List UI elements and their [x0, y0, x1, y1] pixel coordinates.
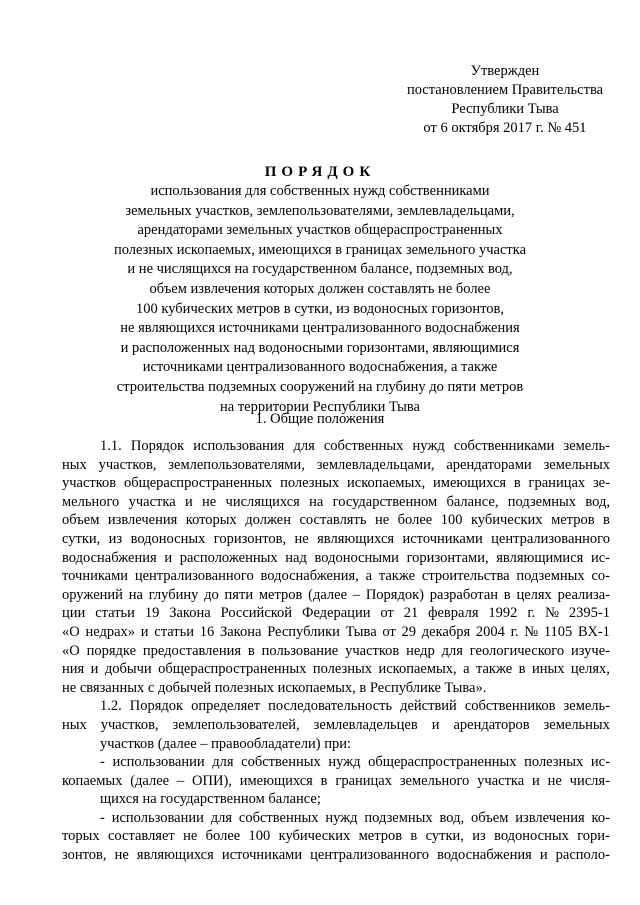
body-line: [62, 456, 610, 475]
body-word: централизованного: [310, 847, 430, 864]
body-word: сутки,: [425, 828, 464, 845]
body-line: [62, 530, 610, 549]
subtitle-line: полезных ископаемых, имеющихся в границах земельного участка: [113, 241, 527, 258]
subtitle-line: на территории Республики Тыва: [220, 398, 420, 415]
body-word: в: [410, 828, 418, 845]
body-word: нужд: [328, 754, 361, 771]
body-word: 1.1.: [100, 438, 122, 454]
body-line: [62, 790, 610, 809]
body-word: и: [539, 847, 548, 864]
body-word: –: [352, 586, 361, 603]
subtitle-line: земельных участков, землепользователями, землевладельцами,: [125, 202, 515, 219]
body-word: расположенных: [179, 549, 278, 566]
body-word: являющимися: [496, 549, 584, 566]
body-word: точниками: [62, 568, 129, 585]
body-word: ния: [62, 661, 85, 678]
body-word: 1105: [543, 623, 573, 640]
body-word: «О: [62, 623, 80, 640]
body-word: централизованного: [491, 530, 610, 547]
body-word: не: [294, 530, 309, 547]
body-word: извлечения: [515, 809, 585, 826]
body-word: использовании: [111, 809, 204, 826]
body-word: полезных: [524, 754, 584, 771]
body-word: 100: [248, 828, 271, 845]
body-word: и: [164, 549, 173, 566]
body-word: пользование: [261, 642, 339, 659]
body-word: ис-: [590, 549, 610, 566]
body-word: ных: [62, 456, 87, 473]
body-word: 2395-1: [568, 605, 610, 622]
body-word: более: [397, 512, 433, 529]
body-word: горизонтов,: [213, 530, 287, 547]
body-word: извлечения: [107, 512, 178, 529]
approval-line: Утвержден: [470, 63, 540, 79]
body-line: [62, 586, 610, 605]
body-line: [62, 642, 610, 661]
body-word: №: [545, 605, 559, 622]
subtitle-line: источниками централизованного водоснабжения, а также: [142, 359, 498, 376]
body-line: [62, 660, 610, 679]
body-word: и: [90, 661, 99, 678]
body-line: [62, 474, 610, 493]
body-word: –: [176, 772, 185, 789]
body-word: водоносных: [494, 828, 569, 845]
body-word: водоснабжения: [62, 549, 157, 566]
body-word: для: [441, 642, 463, 659]
document-subtitle: [40, 182, 600, 417]
body-word: 16: [199, 623, 215, 640]
body-word: земельных: [543, 456, 610, 473]
body-word: реализа-: [557, 586, 610, 603]
body-word: общераспространенных: [368, 754, 517, 771]
body-word: №: [524, 623, 539, 640]
body-word: нужд: [325, 809, 358, 826]
body-word: из: [108, 530, 123, 547]
subtitle-line: арендаторами земельных участков общераспространенных: [137, 222, 503, 239]
body-word: от: [380, 605, 394, 622]
body-word: общераспространенных: [123, 475, 273, 492]
body-word: собственниками: [453, 438, 555, 454]
body-word: глубину: [148, 586, 199, 603]
body-word: не: [114, 847, 129, 864]
body-word: земель-: [563, 698, 610, 715]
body-word: кубических: [278, 828, 351, 845]
body-word: водоснабжения: [437, 847, 532, 864]
body-word: полезных: [280, 475, 340, 492]
body-word: метров: [358, 828, 403, 845]
body-line: [62, 772, 610, 791]
body-word: Республики: [267, 623, 340, 640]
body-word: торых: [62, 828, 100, 845]
body-word: использовании: [112, 754, 205, 771]
body-line: [62, 623, 610, 642]
body-line: [62, 809, 610, 828]
body-word: для: [293, 438, 315, 454]
body-word: последовательность: [268, 698, 393, 715]
body-word: участков (далее – правообладатели) при:: [100, 735, 351, 752]
body-word: подземных: [507, 493, 577, 510]
body-word: «О: [62, 642, 80, 659]
body-word: для: [212, 754, 234, 771]
body-word: ко-: [591, 809, 610, 826]
body-word: числящихся: [225, 493, 300, 510]
subtitle-line: объем извлечения которых должен составлять не более: [149, 280, 491, 297]
body-word: участков,: [98, 456, 157, 473]
body-word: Федерации: [301, 605, 371, 622]
body-word: водоснабжения,: [260, 568, 359, 585]
body-word: г.: [510, 623, 519, 640]
body-word: водоносными: [314, 549, 399, 566]
body-word: разработан: [429, 586, 499, 603]
body-line: [62, 493, 610, 512]
body-word: действий: [400, 698, 457, 715]
body-word: числя-: [569, 772, 610, 789]
body-word: зе-: [592, 475, 610, 492]
body-line: [62, 753, 610, 772]
body-word: гори-: [577, 828, 610, 845]
body-word: участков,: [100, 716, 159, 733]
body-text: [62, 437, 610, 865]
body-word: землепользователей,: [172, 716, 300, 733]
body-word: участка: [477, 772, 525, 789]
body-word: и: [431, 716, 440, 733]
body-word: со-: [591, 568, 610, 585]
subtitle-line: использования для собственных нужд собственниками: [150, 183, 490, 199]
body-word: иных: [531, 661, 565, 678]
body-word: -: [100, 809, 105, 826]
body-word: имеющихся: [433, 475, 507, 492]
body-word: для: [210, 809, 233, 826]
body-word: 21: [403, 605, 419, 622]
body-word: на: [309, 493, 324, 510]
body-word: собственных: [241, 754, 321, 771]
body-word: полезных: [312, 661, 373, 678]
body-word: на: [128, 586, 143, 603]
body-word: (далее: [308, 586, 348, 603]
body-word: ископаемых,: [378, 661, 457, 678]
body-word: составляет: [107, 828, 175, 845]
body-word: также: [475, 661, 513, 678]
body-word: определяет: [191, 698, 261, 715]
body-word: располо-: [555, 847, 610, 864]
body-word: а: [365, 568, 373, 585]
body-word: Порядок): [365, 586, 424, 603]
body-word: до: [204, 586, 219, 603]
body-word: землевладельцами,: [316, 456, 435, 473]
body-word: использования: [193, 438, 285, 454]
body-word: ции: [62, 605, 86, 622]
body-word: от: [382, 623, 396, 640]
body-word: участков: [62, 475, 117, 492]
body-word: не: [547, 772, 562, 789]
body-word: централизованного: [134, 568, 254, 585]
body-word: арендаторов: [453, 716, 530, 733]
body-line: [62, 827, 610, 846]
body-word: декабря: [421, 623, 471, 640]
body-word: в: [247, 642, 255, 659]
body-word: не связанных с добычей полезных ископаемых, в Республике Тыва».: [62, 679, 487, 696]
document-title: ПОРЯДОК: [264, 164, 376, 180]
body-word: недр: [406, 642, 435, 659]
body-word: земельного: [399, 772, 470, 789]
body-word: Порядок: [129, 698, 184, 715]
body-word: вод,: [585, 493, 610, 510]
body-word: земель-: [563, 438, 610, 454]
body-word: ОПИ),: [192, 772, 232, 789]
body-word: (далее: [130, 772, 170, 789]
body-word: объем: [62, 512, 100, 529]
body-word: земельных: [543, 716, 610, 733]
body-line: [62, 511, 610, 530]
body-word: -: [100, 754, 105, 771]
body-word: подземных: [364, 809, 433, 826]
body-word: являющихся: [136, 847, 214, 864]
body-word: государственном: [332, 493, 438, 510]
body-line: [62, 716, 610, 735]
body-word: подземных: [516, 568, 585, 585]
body-word: над: [285, 549, 307, 566]
approval-stamp: [380, 62, 630, 138]
body-line: [62, 679, 610, 698]
body-word: мельного: [62, 493, 120, 510]
body-word: зонтов,: [62, 847, 107, 864]
body-word: источниками: [221, 847, 303, 864]
body-word: нужд: [412, 438, 445, 454]
body-word: оружений: [62, 586, 123, 603]
subtitle-line: не являющихся источниками централизованного водоснабжения: [120, 320, 520, 337]
body-word: строительства: [421, 568, 510, 585]
body-word: границах: [528, 475, 586, 492]
body-word: 29: [401, 623, 417, 640]
body-word: порядке: [86, 642, 137, 659]
body-word: февраля: [428, 605, 479, 622]
body-word: арендаторами: [446, 456, 532, 473]
section-heading: 1. Общие положения: [255, 411, 385, 427]
body-word: пяти: [224, 586, 254, 603]
body-word: горизонтами,: [406, 549, 489, 566]
body-word: границах: [335, 772, 392, 789]
body-word: статьи: [95, 605, 135, 622]
approval-line: от 6 октября 2017 г. № 451: [423, 120, 587, 136]
body-word: в: [320, 772, 328, 789]
subtitle-line: 100 кубических метров в сутки, из водоносных горизонтов,: [136, 300, 504, 317]
body-word: Российской: [220, 605, 293, 622]
body-word: 1992: [488, 605, 518, 622]
body-word: в: [503, 586, 511, 603]
body-word: в: [518, 661, 526, 678]
body-word: также: [378, 568, 416, 585]
approval-line: постановлением Правительства: [406, 82, 604, 98]
subtitle-line: строительства подземных сооружений на глубину до пяти метров: [116, 378, 524, 395]
body-word: и: [140, 623, 149, 640]
body-word: составлять: [299, 512, 367, 529]
body-word: являющихся: [317, 530, 395, 547]
body-word: более: [205, 828, 241, 845]
body-word: которых: [185, 512, 237, 529]
body-word: целях,: [570, 661, 610, 678]
body-word: ных: [62, 716, 87, 733]
body-word: балансе,: [446, 493, 499, 510]
body-word: г.: [527, 605, 536, 622]
body-line: [62, 604, 610, 623]
body-word: в: [513, 475, 521, 492]
body-word: общераспространенных: [158, 661, 307, 678]
body-word: 19: [144, 605, 160, 622]
body-word: добычи: [104, 661, 152, 678]
body-word: Порядок: [130, 438, 185, 454]
body-word: 2004: [475, 623, 505, 640]
approval-line: Республики Тыва: [451, 101, 559, 117]
body-word: копаемых: [62, 772, 123, 789]
body-word: источниками: [402, 530, 483, 547]
body-word: не: [202, 493, 217, 510]
body-word: водоносных: [130, 530, 206, 547]
body-line: [62, 697, 610, 716]
body-word: землевладельцев: [313, 716, 418, 733]
body-word: имеющихся: [239, 772, 313, 789]
body-word: 1.2.: [100, 698, 122, 715]
body-word: из: [472, 828, 486, 845]
body-word: метров: [258, 586, 303, 603]
body-word: участка: [128, 493, 176, 510]
body-line: [62, 437, 610, 456]
body-word: предоставления: [142, 642, 242, 659]
body-word: целях: [516, 586, 552, 603]
body-word: 100: [440, 512, 463, 529]
body-word: собственных: [323, 438, 404, 454]
body-word: землепользователями,: [168, 456, 305, 473]
body-word: объем: [471, 809, 509, 826]
body-word: не: [183, 828, 198, 845]
body-word: должен: [245, 512, 291, 529]
body-line: [62, 567, 610, 586]
body-line: [62, 549, 610, 568]
body-word: ис-: [590, 754, 610, 771]
body-word: изуче-: [571, 642, 610, 659]
body-line: [62, 846, 610, 865]
body-word: ВХ-1: [578, 623, 610, 640]
body-word: собственников: [464, 698, 556, 715]
subtitle-line: и не числящихся на государственном балансе, подземных вод,: [127, 261, 513, 278]
body-word: собственных: [238, 809, 319, 826]
body-word: участков: [345, 642, 400, 659]
body-word: а: [463, 661, 470, 678]
body-word: метров: [551, 512, 595, 529]
body-word: в: [603, 512, 610, 529]
body-word: щихся на государственном балансе;: [100, 791, 321, 808]
subtitle-line: и расположенных над водоносными горизонтами, являющимися: [120, 339, 520, 356]
body-word: Тыва: [345, 623, 377, 640]
body-word: сутки,: [62, 530, 101, 547]
body-line: [62, 735, 610, 754]
body-word: статьи: [154, 623, 195, 640]
body-word: и: [532, 772, 540, 789]
body-word: недрах»: [85, 623, 136, 640]
body-word: кубических: [470, 512, 543, 529]
body-word: геологического: [469, 642, 565, 659]
body-word: и: [184, 493, 193, 510]
body-word: Закона: [219, 623, 262, 640]
body-word: вод,: [439, 809, 465, 826]
body-word: Закона: [169, 605, 211, 622]
body-word: не: [374, 512, 390, 529]
body-word: ископаемых,: [347, 475, 426, 492]
